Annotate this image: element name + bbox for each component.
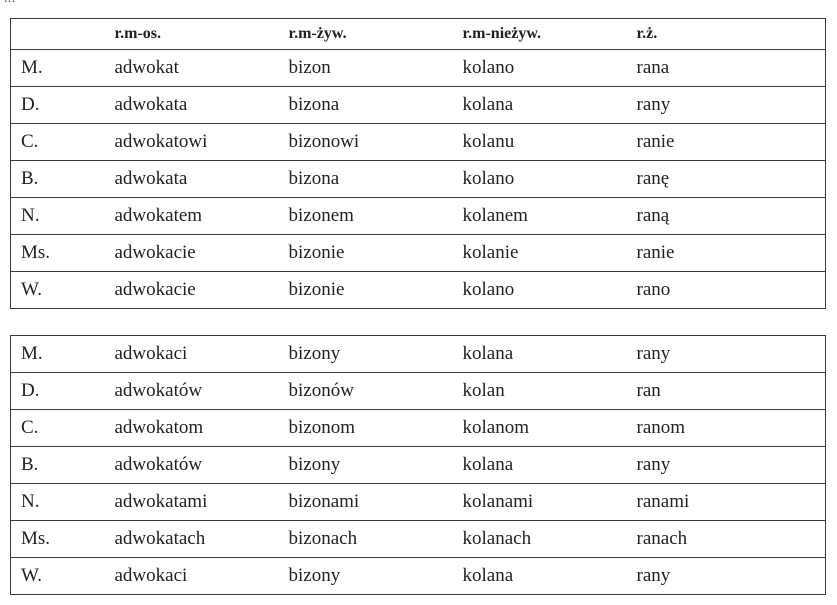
- table-cell: r.m-żyw.: [289, 19, 463, 50]
- table-cell: bizony: [289, 336, 463, 373]
- table-cell: bizonach: [289, 521, 463, 558]
- table-cell: kolanu: [463, 124, 637, 161]
- table-cell: rany: [637, 447, 826, 484]
- table-cell: rany: [637, 558, 826, 595]
- table-cell: bizon: [289, 50, 463, 87]
- case-label: C.: [11, 124, 115, 161]
- case-label: N.: [11, 484, 115, 521]
- table-cell: bizona: [289, 87, 463, 124]
- table-cell: bizona: [289, 161, 463, 198]
- cropped-caption-text: [4, 0, 15, 7]
- table-cell: ranę: [637, 161, 826, 198]
- table-cell: kolano: [463, 161, 637, 198]
- table-row: [11, 558, 826, 595]
- table-cell: kolan: [463, 373, 637, 410]
- table-cell: kolanach: [463, 521, 637, 558]
- table-cell: bizonami: [289, 484, 463, 521]
- table-row: [11, 336, 826, 373]
- table-cell: bizony: [289, 558, 463, 595]
- singular-declension-table: [10, 18, 826, 309]
- table-row: [11, 484, 826, 521]
- table-cell: bizonowi: [289, 124, 463, 161]
- table-row: [11, 521, 826, 558]
- table-cell: kolanem: [463, 198, 637, 235]
- table-row: [11, 124, 826, 161]
- table-cell: adwokatami: [115, 484, 289, 521]
- table-cell: r.m-os.: [115, 19, 289, 50]
- table-cell: adwokaci: [115, 558, 289, 595]
- case-label: D.: [11, 373, 115, 410]
- case-label: Ms.: [11, 235, 115, 272]
- table-cell: bizony: [289, 447, 463, 484]
- cropped-caption: [0, 0, 837, 10]
- table-row: [11, 161, 826, 198]
- table-row: [11, 50, 826, 87]
- table-cell: adwokatów: [115, 373, 289, 410]
- table-cell: kolanami: [463, 484, 637, 521]
- table-cell: adwokata: [115, 87, 289, 124]
- case-label: D.: [11, 87, 115, 124]
- table-cell: bizonom: [289, 410, 463, 447]
- table-cell: raną: [637, 198, 826, 235]
- table-cell: rano: [637, 272, 826, 309]
- table-cell: bizonie: [289, 235, 463, 272]
- table-cell: ranami: [637, 484, 826, 521]
- table-cell: adwokacie: [115, 272, 289, 309]
- table-cell: ranach: [637, 521, 826, 558]
- table-row: [11, 410, 826, 447]
- table-cell: kolana: [463, 558, 637, 595]
- case-label: B.: [11, 161, 115, 198]
- table-cell: bizonie: [289, 272, 463, 309]
- table-cell: ran: [637, 373, 826, 410]
- table-cell: adwokata: [115, 161, 289, 198]
- case-label: M.: [11, 50, 115, 87]
- table-header-row: [11, 19, 826, 50]
- table-cell: kolanie: [463, 235, 637, 272]
- case-label: [11, 19, 115, 50]
- table-cell: rany: [637, 87, 826, 124]
- table-cell: bizonem: [289, 198, 463, 235]
- table-row: [11, 235, 826, 272]
- table-row: [11, 447, 826, 484]
- table-cell: adwokatów: [115, 447, 289, 484]
- table-cell: ranie: [637, 235, 826, 272]
- table-cell: kolana: [463, 336, 637, 373]
- table-cell: kolanom: [463, 410, 637, 447]
- table-cell: r.ż.: [637, 19, 826, 50]
- table-row: [11, 272, 826, 309]
- table-cell: rany: [637, 336, 826, 373]
- table-cell: rana: [637, 50, 826, 87]
- table-cell: kolano: [463, 272, 637, 309]
- table-cell: kolana: [463, 87, 637, 124]
- table-row: [11, 373, 826, 410]
- table-cell: adwokatowi: [115, 124, 289, 161]
- table-cell: adwokacie: [115, 235, 289, 272]
- case-label: W.: [11, 272, 115, 309]
- table-cell: adwokatach: [115, 521, 289, 558]
- case-label: W.: [11, 558, 115, 595]
- case-label: M.: [11, 336, 115, 373]
- table-cell: kolano: [463, 50, 637, 87]
- case-label: B.: [11, 447, 115, 484]
- case-label: N.: [11, 198, 115, 235]
- table-cell: bizonów: [289, 373, 463, 410]
- table-cell: adwokaci: [115, 336, 289, 373]
- case-label: Ms.: [11, 521, 115, 558]
- case-label: C.: [11, 410, 115, 447]
- table-cell: adwokat: [115, 50, 289, 87]
- table-cell: r.m-nieżyw.: [463, 19, 637, 50]
- table-cell: kolana: [463, 447, 637, 484]
- table-row: [11, 198, 826, 235]
- table-row: [11, 87, 826, 124]
- plural-declension-table: [10, 335, 826, 595]
- table-cell: adwokatom: [115, 410, 289, 447]
- table-cell: adwokatem: [115, 198, 289, 235]
- table-cell: ranom: [637, 410, 826, 447]
- table-cell: ranie: [637, 124, 826, 161]
